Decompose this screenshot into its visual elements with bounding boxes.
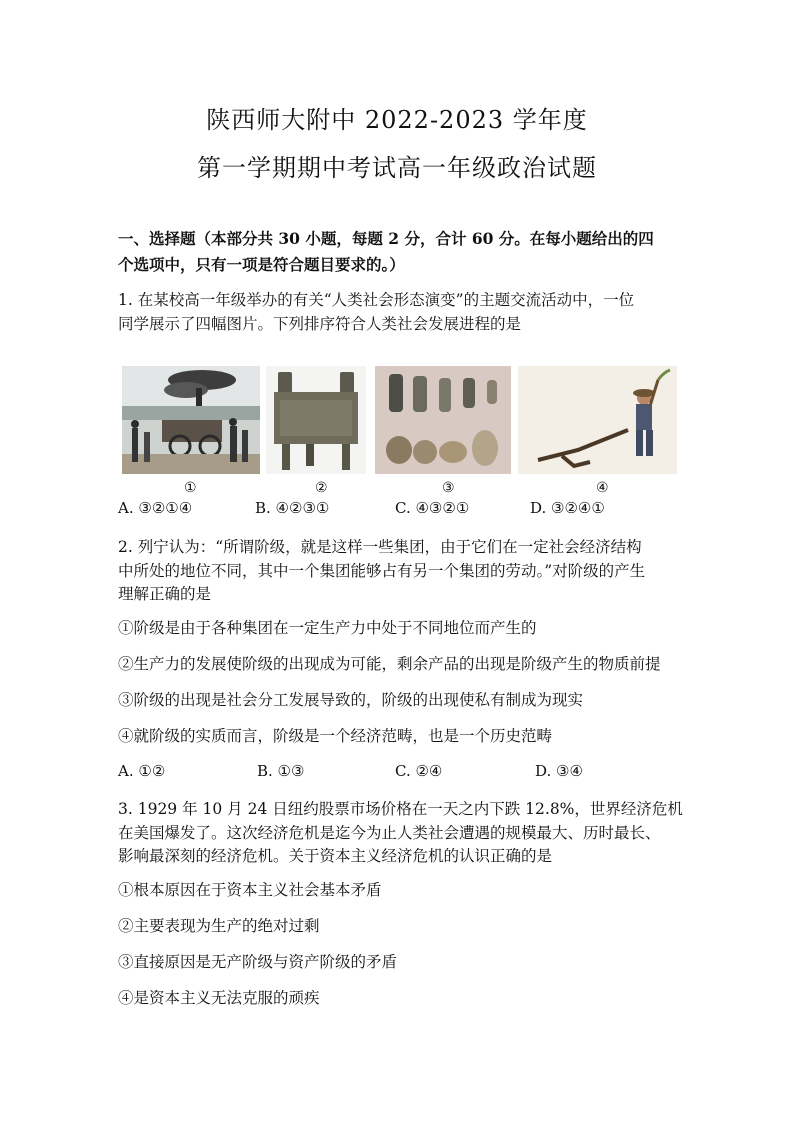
image-caption-3: ③ <box>442 480 455 496</box>
q1-option-a: A. ③②①④ <box>118 499 193 517</box>
bronze-ding-image <box>266 366 366 474</box>
q1-option-c: C. ④③②① <box>395 499 470 517</box>
q2-stem-line3: 理解正确的是 <box>118 585 212 603</box>
steam-locomotive-image <box>122 366 260 474</box>
farmer-plough-image <box>518 366 677 474</box>
q2-statement-1: ①阶级是由于各种集团在一定生产力中处于不同地位而产生的 <box>118 619 537 637</box>
q2-stem-line1: 2. 列宁认为：“所谓阶级，就是这样一些集团，由于它们在一定社会经济结构 <box>118 538 642 556</box>
section-instructions-line2: 个选项中，只有一项是符合题目要求的。） <box>118 255 405 274</box>
q2-option-d: D. ③④ <box>535 762 583 780</box>
page-title: 陕西师大附中 2022-2023 学年度 <box>206 106 588 134</box>
q2-stem-line2: 中所处的地位不同，其中一个集团能够占有另一个集团的劳动。”对阶级的产生 <box>118 562 646 580</box>
image-caption-1: ① <box>184 480 197 496</box>
image-caption-2: ② <box>315 480 328 496</box>
q3-stem-line3: 影响最深刻的经济危机。关于资本主义经济危机的认识正确的是 <box>118 847 553 865</box>
stone-tools-image <box>375 366 511 474</box>
q3-statement-4: ④是资本主义无法克服的顽疾 <box>118 989 320 1007</box>
q3-statement-2: ②主要表现为生产的绝对过剩 <box>118 917 320 935</box>
q2-option-a: A. ①② <box>118 762 166 780</box>
q2-statement-3: ③阶级的出现是社会分工发展导致的，阶级的出现使私有制成为现实 <box>118 691 584 709</box>
section-instructions-line1: 一、选择题（本部分共 30 小题，每题 2 分，合计 60 分。在每小题给出的四 <box>118 229 654 248</box>
q3-stem-line2: 在美国爆发了。这次经济危机是迄今为止人类社会遭遇的规模最大、历时最长、 <box>118 824 661 842</box>
q1-option-b: B. ④②③① <box>255 499 330 517</box>
q2-option-b: B. ①③ <box>257 762 305 780</box>
q2-option-c: C. ②④ <box>395 762 443 780</box>
page-subtitle: 第一学期期中考试高一年级政治试题 <box>197 154 597 182</box>
q1-stem-line2: 同学展示了四幅图片。下列排序符合人类社会发展进程的是 <box>118 315 522 333</box>
q2-statement-2: ②生产力的发展使阶级的出现成为可能，剩余产品的出现是阶级产生的物质前提 <box>118 655 661 673</box>
image-caption-4: ④ <box>596 480 609 496</box>
q1-stem-line1: 1. 在某校高一年级举办的有关“人类社会形态演变”的主题交流活动中，一位 <box>118 291 635 309</box>
q3-statement-3: ③直接原因是无产阶级与资产阶级的矛盾 <box>118 953 398 971</box>
q1-option-d: D. ③②④① <box>530 499 605 517</box>
q3-statement-1: ①根本原因在于资本主义社会基本矛盾 <box>118 881 382 899</box>
q2-statement-4: ④就阶级的实质而言，阶级是一个经济范畴，也是一个历史范畴 <box>118 727 553 745</box>
q3-stem-line1: 3. 1929 年 10 月 24 日纽约股票市场价格在一天之内下跌 12.8%，世界经济危机 <box>118 800 683 818</box>
